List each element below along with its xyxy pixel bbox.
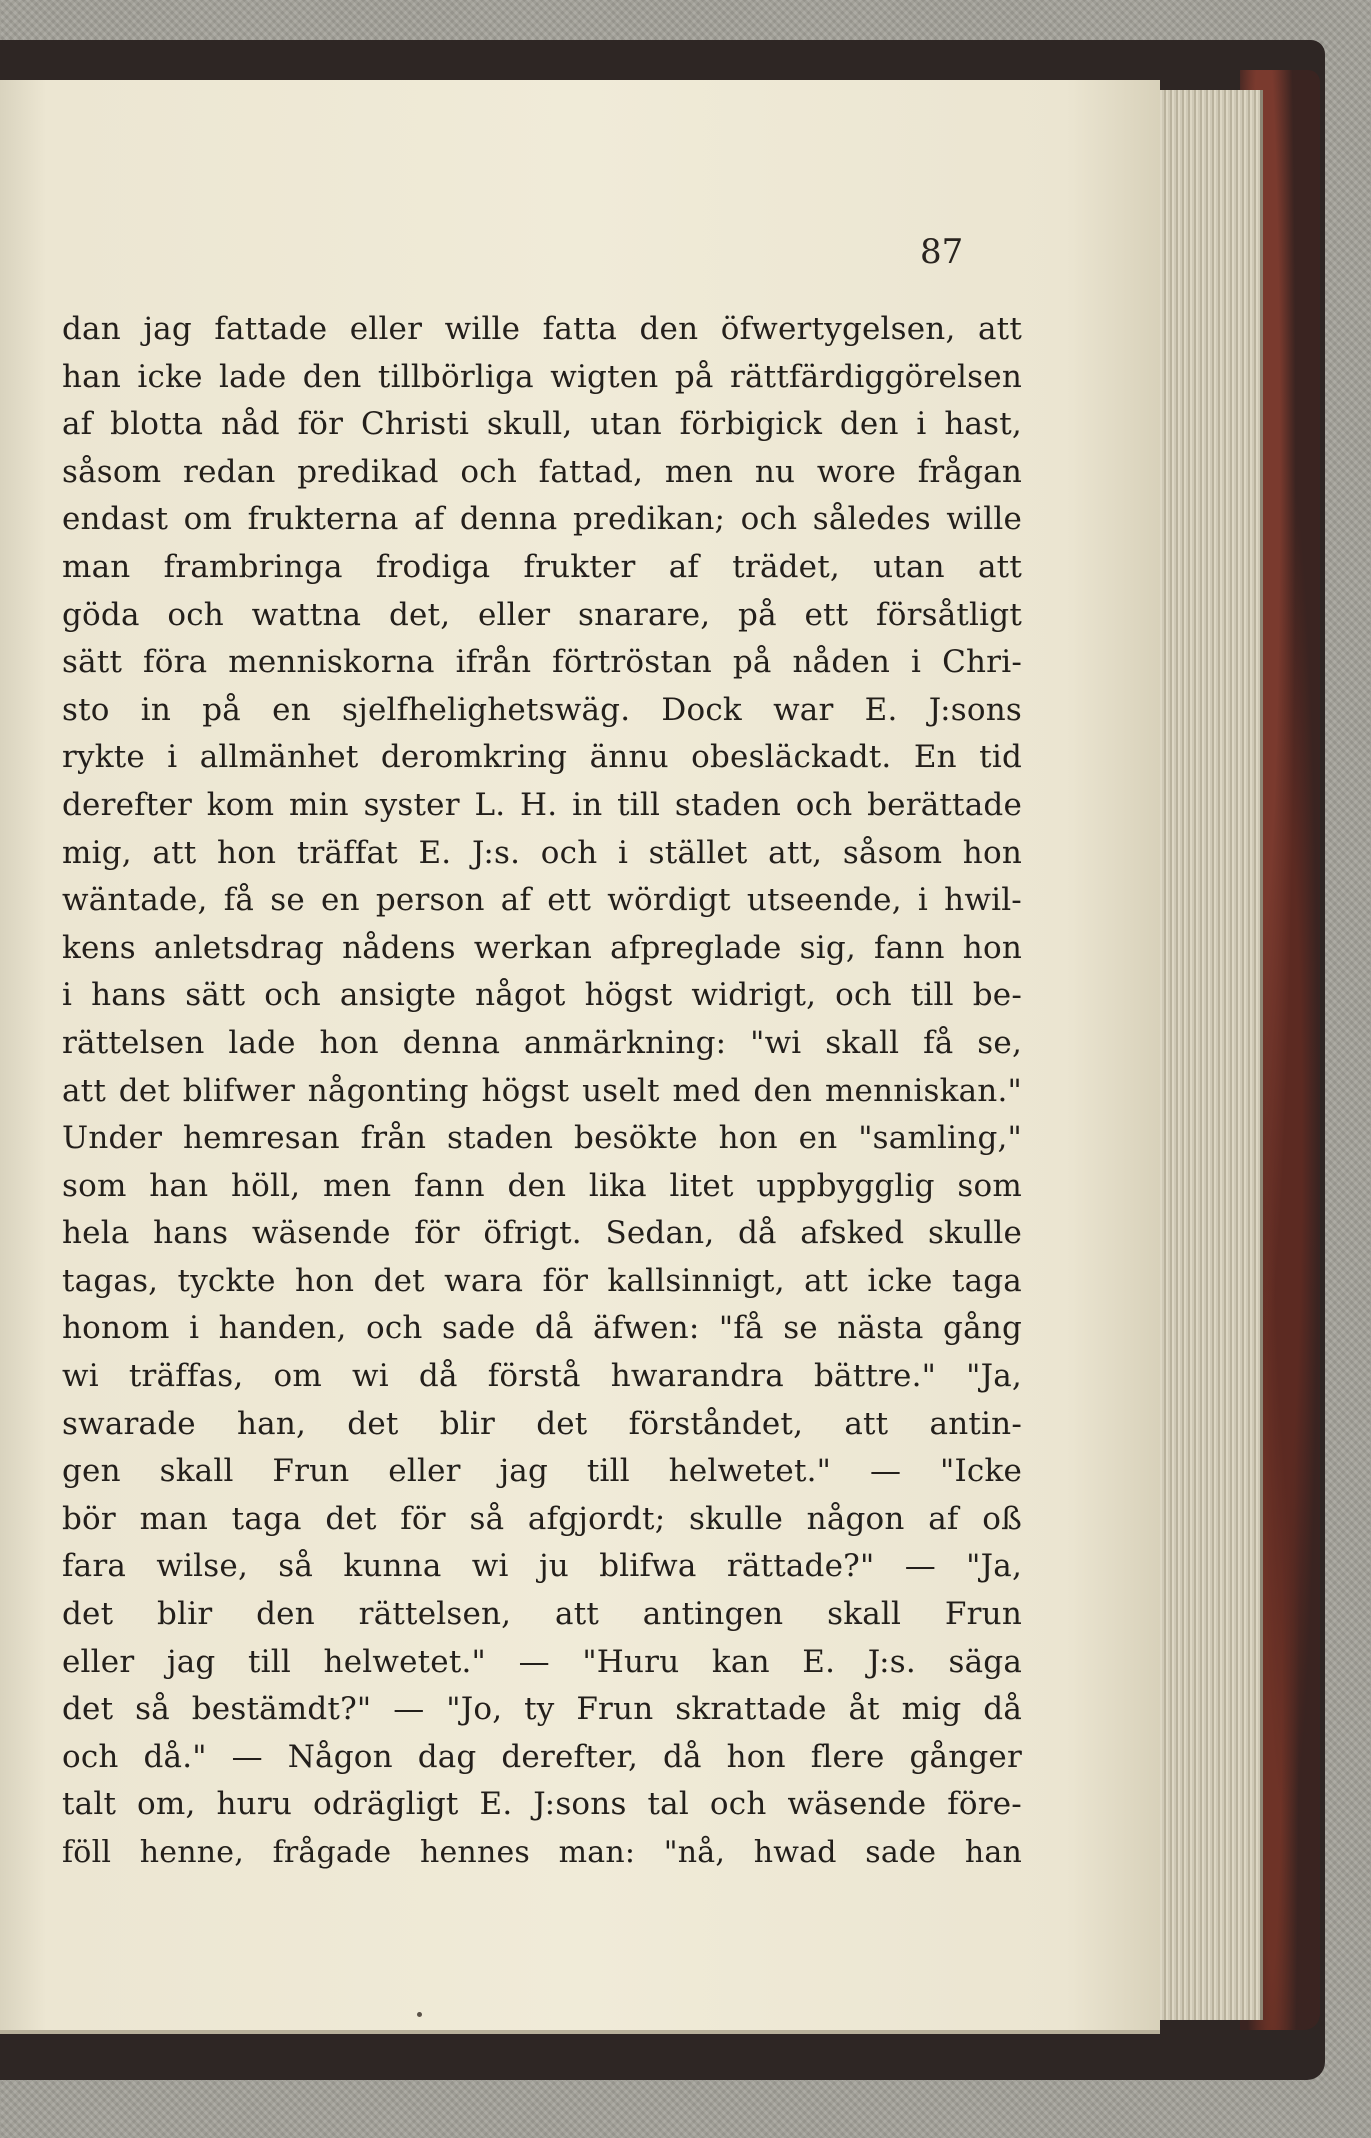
text-line: talt om, huru odrägligt E. J:sons tal och wäsende före- (62, 1786, 1022, 1823)
text-line: man frambringa frodiga frukter af trädet, utan att (62, 548, 1022, 585)
text-line: dan jag fattade eller wille fatta den öfwertygelsen, att (62, 311, 1022, 347)
text-line: föll henne, frågade hennes man: "nå, hwad sade han (62, 1835, 1022, 1870)
page-speck (417, 2012, 422, 2017)
text-line: derefter kom min syster L. H. in till staden och berättade (62, 786, 1022, 823)
text-line: eller jag till helwetet." — "Huru kan E. J:s. säga (62, 1643, 1022, 1680)
text-line: wi träffas, om wi då förstå hwarandra bättre." "Ja, (62, 1358, 1022, 1395)
text-line: i hans sätt och ansigte något högst widrigt, och till be- (62, 977, 1022, 1014)
body-text (62, 306, 1022, 1877)
text-line: och då." — Någon dag derefter, då hon flere gånger (62, 1738, 1022, 1775)
text-line: rykte i allmänhet deromkring ännu obesläckadt. En tid (62, 739, 1022, 776)
text-line: rättelsen lade hon denna anmärkning: "wi skall få se, (62, 1024, 1022, 1061)
text-line: såsom redan predikad och fattad, men nu wore frågan (62, 453, 1022, 490)
text-line: gen skall Frun eller jag till helwetet." — "Icke (62, 1453, 1022, 1490)
page-number: 87 (920, 232, 964, 272)
text-line: sätt föra menniskorna ifrån förtröstan på nåden i Chri- (62, 644, 1022, 681)
text-line: sto in på en sjelfhelighetswäg. Dock war E. J:sons (62, 691, 1022, 728)
text-line: bör man taga det för så afgjordt; skulle någon af oß (62, 1500, 1022, 1537)
text-line: fara wilse, så kunna wi ju blifwa rättade?" — "Ja, (62, 1548, 1022, 1585)
text-line: som han höll, men fann den lika litet uppbygglig som (62, 1167, 1022, 1204)
text-line: wäntade, få se en person af ett wördigt utseende, i hwil- (62, 882, 1022, 919)
text-line: det så bestämdt?" — "Jo, ty Frun skrattade åt mig då (62, 1691, 1022, 1728)
text-line: honom i handen, och sade då äfwen: "få se nästa gång (62, 1310, 1022, 1347)
page-edges (1150, 90, 1263, 2020)
text-line: han icke lade den tillbörliga wigten på rättfärdiggörelsen (62, 358, 1022, 395)
text-line: swarade han, det blir det förståndet, att antin- (62, 1405, 1022, 1442)
text-line: göda och wattna det, eller snarare, på ett försåtligt (62, 596, 1022, 633)
text-line: mig, att hon träffat E. J:s. och i stället att, såsom hon (62, 834, 1022, 871)
text-line: hela hans wäsende för öfrigt. Sedan, då afsked skulle (62, 1215, 1022, 1252)
text-line: det blir den rättelsen, att antingen skall Frun (62, 1596, 1022, 1633)
text-line: af blotta nåd för Christi skull, utan förbigick den i hast, (62, 406, 1022, 443)
text-line: kens anletsdrag nådens werkan afpreglade sig, fann hon (62, 929, 1022, 966)
text-line: att det blifwer någonting högst uselt med den menniskan." (62, 1072, 1022, 1109)
text-line: Under hemresan från staden besökte hon en "samling," (62, 1120, 1022, 1157)
text-line: endast om frukterna af denna predikan; och således wille (62, 501, 1022, 538)
text-line: tagas, tyckte hon det wara för kallsinnigt, att icke taga (62, 1262, 1022, 1299)
